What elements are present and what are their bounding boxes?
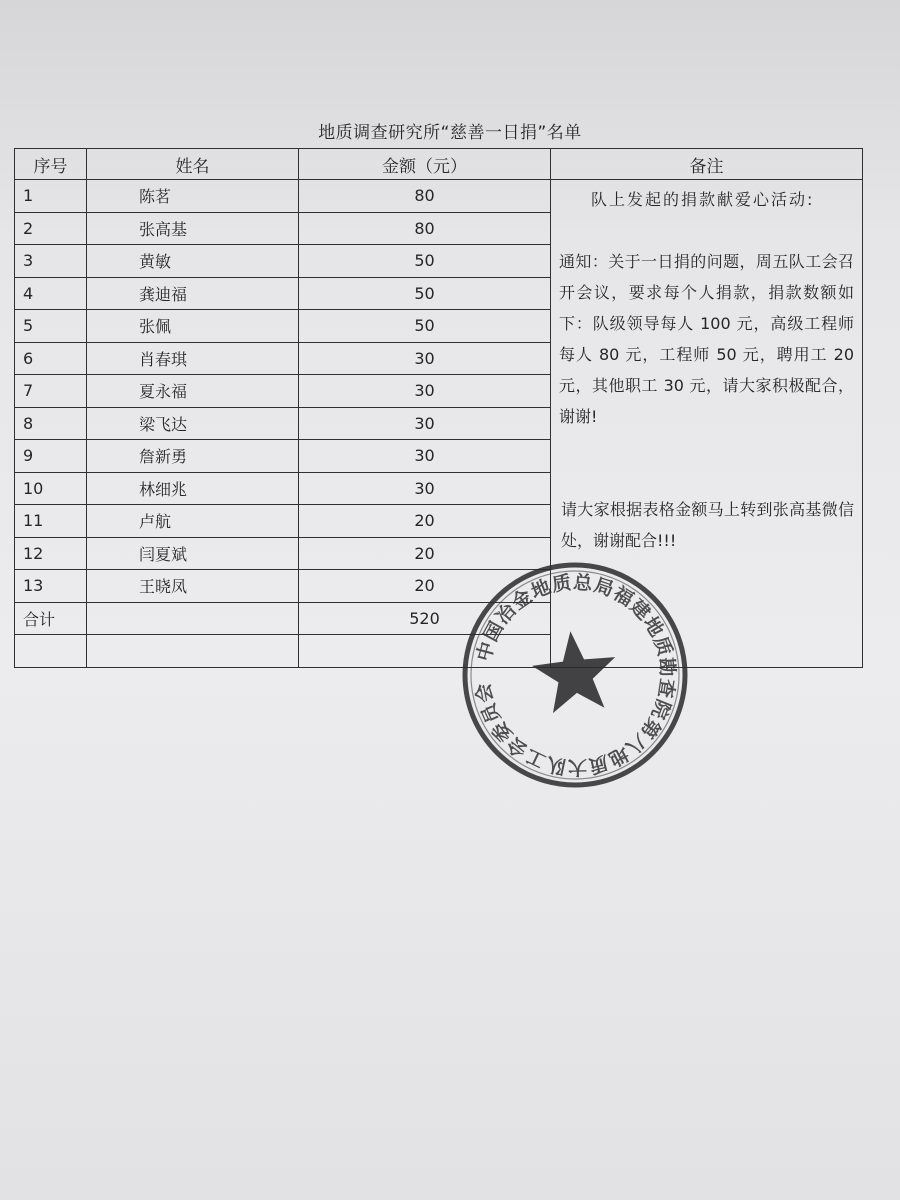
total-name-empty (87, 602, 299, 635)
row-amount: 30 (299, 407, 551, 440)
header-name: 姓名 (87, 149, 299, 180)
header-amount: 金额（元） (299, 149, 551, 180)
row-name: 龚迪福 (87, 277, 299, 310)
row-amount: 20 (299, 537, 551, 570)
table-header-row (15, 149, 863, 180)
remarks-intro: 队上发起的捐款献爱心活动: (591, 190, 815, 209)
row-name: 肖春琪 (87, 342, 299, 375)
header-remarks: 备注 (551, 149, 863, 180)
empty-cell (299, 635, 551, 668)
row-name: 林细兆 (87, 472, 299, 505)
row-index: 6 (15, 342, 87, 375)
row-name: 张佩 (87, 310, 299, 343)
total-amount: 520 (299, 602, 551, 635)
row-index: 4 (15, 277, 87, 310)
row-index: 8 (15, 407, 87, 440)
row-index: 3 (15, 245, 87, 278)
header-index: 序号 (15, 149, 87, 180)
row-index: 9 (15, 440, 87, 473)
row-index: 12 (15, 537, 87, 570)
row-index: 1 (15, 180, 87, 213)
row-amount: 30 (299, 342, 551, 375)
row-amount: 50 (299, 277, 551, 310)
row-amount: 30 (299, 440, 551, 473)
donation-table (14, 148, 863, 668)
row-name: 陈茗 (87, 180, 299, 213)
row-name: 卢航 (87, 505, 299, 538)
row-amount: 20 (299, 570, 551, 603)
row-name: 黄敏 (87, 245, 299, 278)
table-row (15, 180, 863, 213)
row-index: 11 (15, 505, 87, 538)
remarks-closing: 请大家根据表格金额马上转到张高基微信处，谢谢配合!!! (561, 500, 854, 550)
row-name: 夏永福 (87, 375, 299, 408)
row-amount: 50 (299, 310, 551, 343)
seal-ring-textpath: 中国冶金地质总局福建地质勘查院第八地质大队工会委员会 (471, 571, 679, 779)
remarks-notice: 通知：关于一日捐的问题，周五队工会召开会议，要求每个人捐款，捐款数额如下：队级领导每人 100 元，高级工程师每人 80 元，工程师 50 元，聘用工 20 元，其他职工 30 元，请大家积极配合，谢谢! (559, 252, 854, 426)
row-name: 梁飞达 (87, 407, 299, 440)
row-amount: 80 (299, 212, 551, 245)
row-index: 10 (15, 472, 87, 505)
row-name: 詹新勇 (87, 440, 299, 473)
total-label: 合计 (15, 602, 87, 635)
row-index: 7 (15, 375, 87, 408)
row-index: 13 (15, 570, 87, 603)
row-amount: 20 (299, 505, 551, 538)
row-name: 王晓凤 (87, 570, 299, 603)
row-name: 闫夏斌 (87, 537, 299, 570)
row-amount: 80 (299, 180, 551, 213)
row-index: 5 (15, 310, 87, 343)
row-name: 张高基 (87, 212, 299, 245)
row-amount: 30 (299, 472, 551, 505)
remarks-cell (551, 180, 863, 668)
row-amount: 30 (299, 375, 551, 408)
empty-cell (87, 635, 299, 668)
empty-cell (15, 635, 87, 668)
row-amount: 50 (299, 245, 551, 278)
row-index: 2 (15, 212, 87, 245)
document-title: 地质调查研究所“慈善一日捐”名单 (318, 123, 582, 143)
